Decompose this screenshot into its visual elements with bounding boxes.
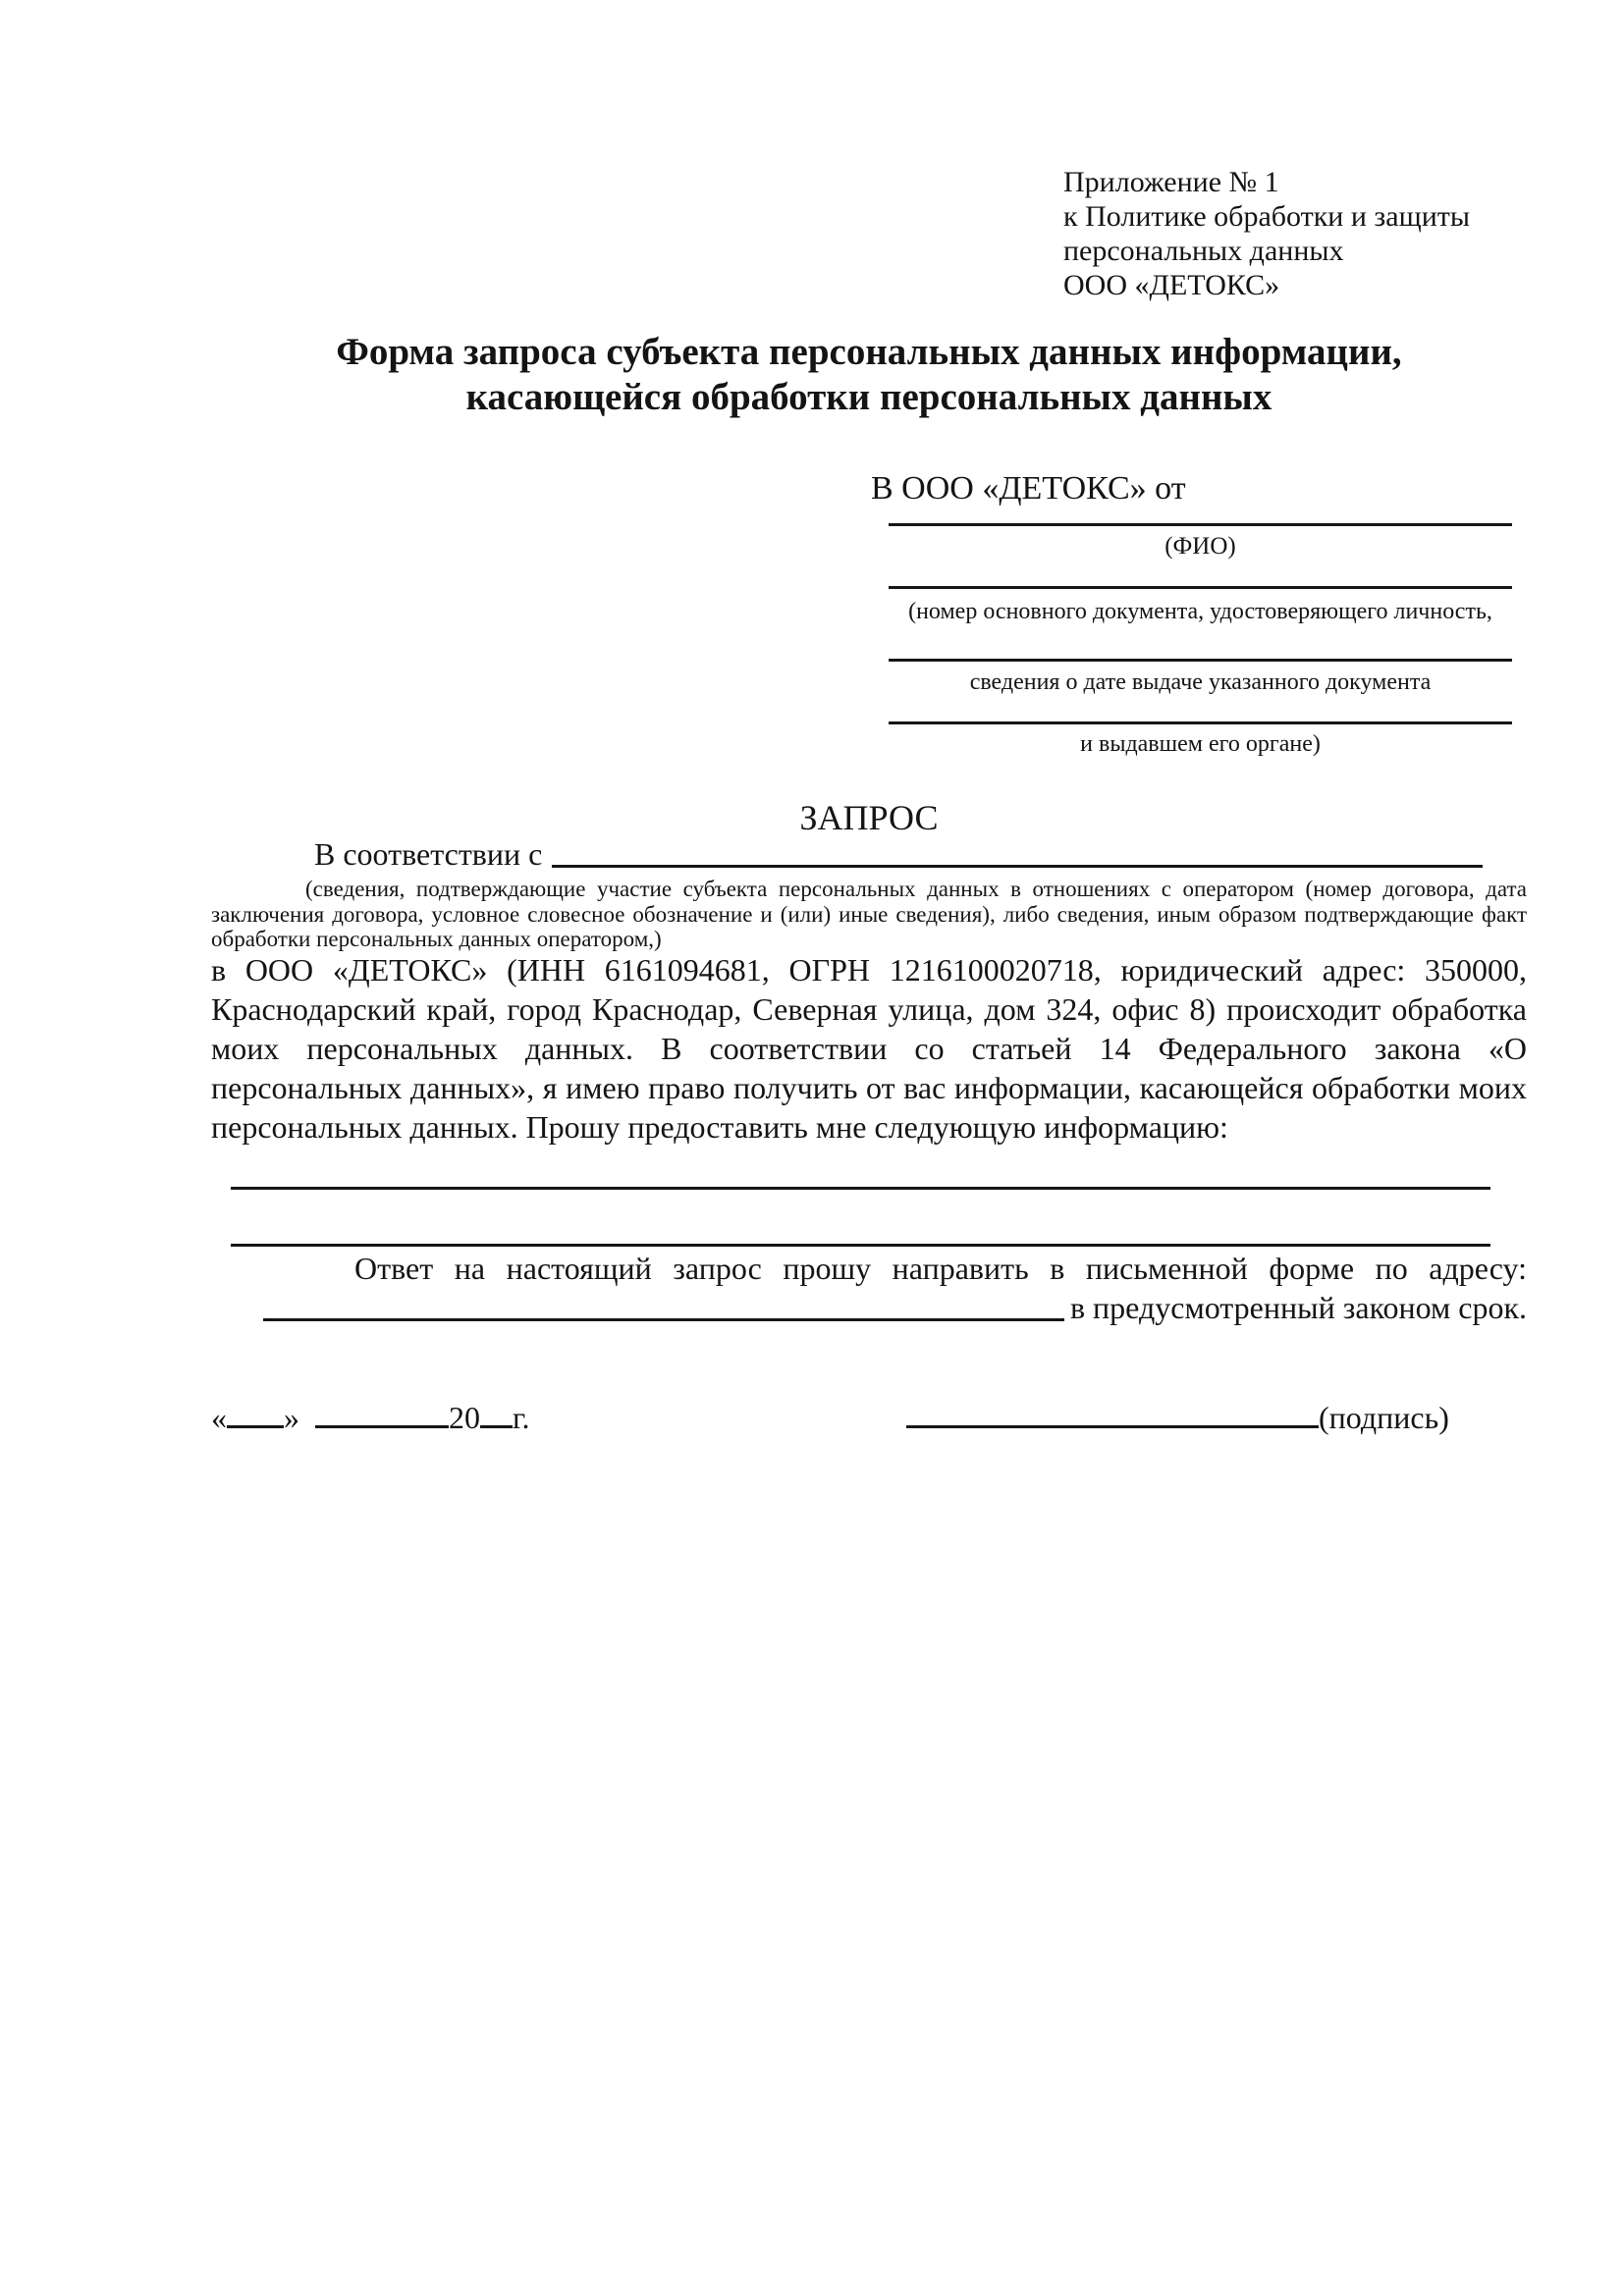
issuing-authority-caption: и выдавшем его органе) [1080, 731, 1321, 757]
footnote-text: (сведения, подтверждающие участие субъекта персональных данных в отношениях с оператором (номер договора, дата заключения договора, условное словесное обозначение и (или) иные сведения), либо сведения, иным образом подтверждающие факт обработки персональных данных оператором,) [211, 877, 1527, 951]
month-blank-line[interactable] [315, 1399, 449, 1428]
date-close-quote: » [284, 1400, 299, 1435]
form-title [211, 330, 1527, 420]
date-open-quote: « [211, 1400, 227, 1435]
doc-number-blank-line[interactable] [889, 586, 1512, 589]
date-field [211, 1398, 530, 1437]
addressee-to-line: В ООО «ДЕТОКС» от [871, 470, 1186, 507]
appendix-line-4: ООО «ДЕТОКС» [1063, 269, 1280, 301]
fio-caption: (ФИО) [1164, 533, 1236, 560]
signature-blank-line[interactable] [906, 1399, 1319, 1428]
appendix-block [1063, 165, 1470, 302]
appendix-line-3: персональных данных [1063, 235, 1344, 267]
request-heading: ЗАПРОС [799, 798, 939, 837]
accordance-label: В соответствии с [314, 836, 543, 872]
answer-deadline-text: в предусмотренный законом срок. [1069, 1290, 1527, 1325]
appendix-line-2: к Политике обработки и защиты [1063, 200, 1471, 233]
issue-date-caption: сведения о дате выдаче указанного документа [969, 669, 1432, 695]
info-blank-line-1[interactable] [231, 1187, 1490, 1190]
issue-date-blank-line[interactable] [889, 659, 1512, 662]
year-blank-line[interactable] [480, 1399, 513, 1428]
year-prefix: 20 [449, 1400, 480, 1435]
answer-paragraph-line: Ответ на настоящий запрос прошу направить в письменной форме по адресу: [354, 1251, 1527, 1286]
signature-field [906, 1398, 1449, 1437]
signature-caption: (подпись) [1319, 1400, 1449, 1435]
issuing-authority-blank-line[interactable] [889, 721, 1512, 724]
accordance-row [314, 834, 1483, 874]
day-blank-line[interactable] [227, 1399, 284, 1428]
form-title-line-1: Форма запроса субъекта персональных данных информации, [336, 331, 1402, 373]
fio-blank-line[interactable] [889, 523, 1512, 526]
form-title-line-2: касающейся обработки персональных данных [465, 376, 1272, 418]
year-suffix: г. [513, 1400, 530, 1435]
appendix-line-1: Приложение № 1 [1063, 166, 1279, 198]
doc-number-caption: (номер основного документа, удостоверяющего личность, [908, 599, 1492, 624]
request-body-paragraph: в ООО «ДЕТОКС» (ИНН 6161094681, ОГРН 1216100020718, юридический адрес: 350000, Краснодарский край, город Краснодар, Северная улица, дом 324, офис 8) происходит обработка моих персональных данных. В соответствии со статьей 14 Федерального закона «О персональных данных», я имею право получить от вас информации, касающейся обработки моих персональных данных. Прошу предоставить мне следующую информацию: [211, 952, 1527, 1145]
info-blank-line-2[interactable] [231, 1244, 1490, 1247]
answer-address-row [263, 1288, 1527, 1327]
accordance-blank-line[interactable] [552, 865, 1483, 868]
address-blank-line[interactable] [263, 1318, 1064, 1321]
